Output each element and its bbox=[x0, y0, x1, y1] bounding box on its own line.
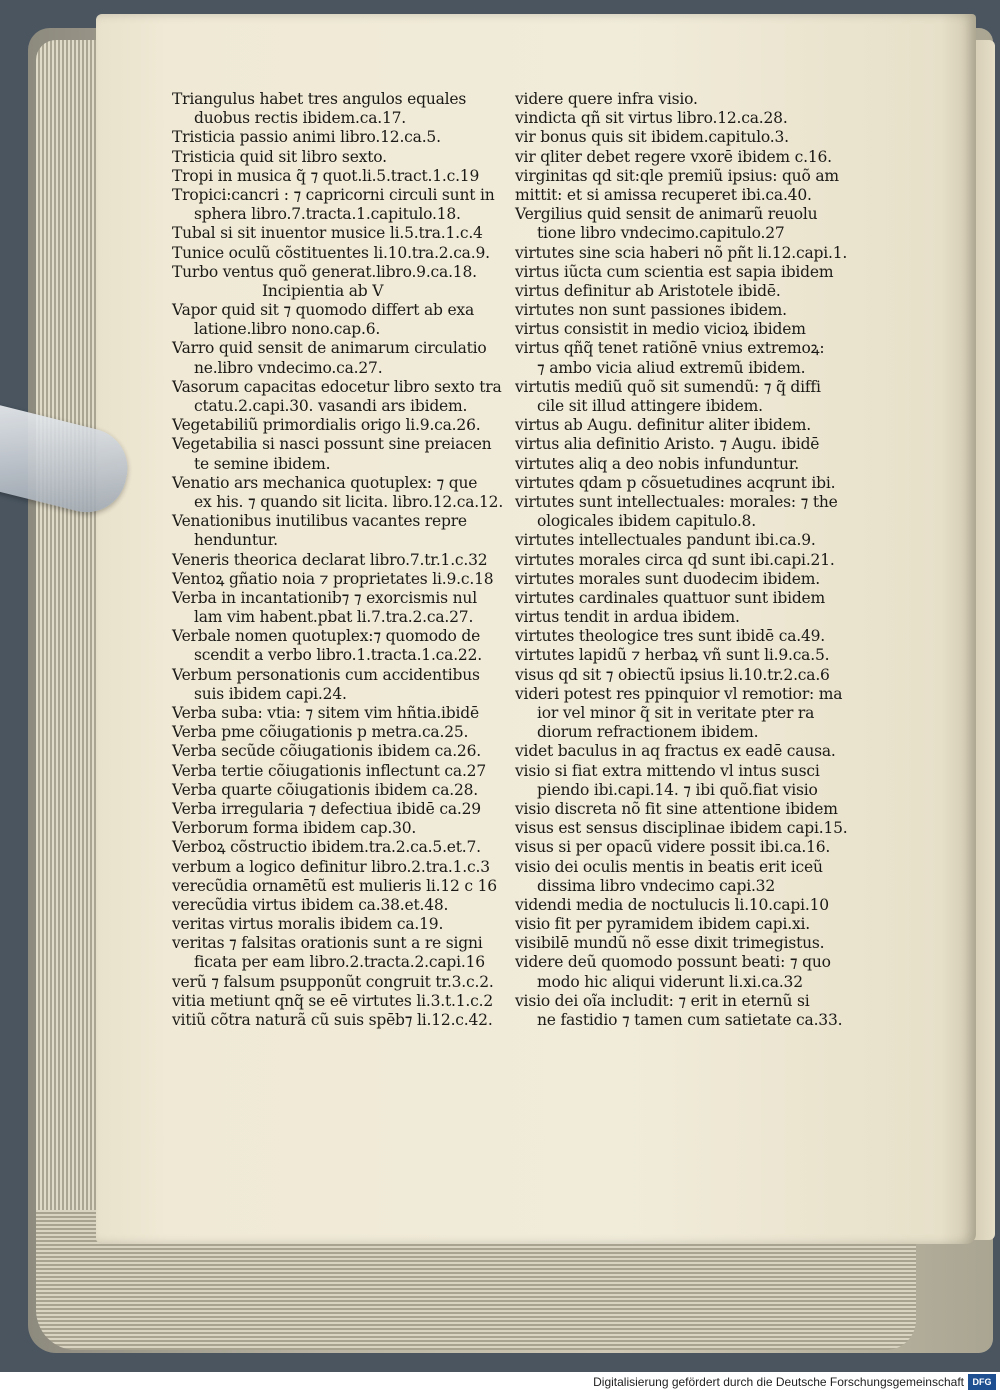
index-entry-line: Turbo ventus quõ generat.libro.9.ca.18. bbox=[172, 262, 477, 281]
index-entry-line: virtus ab Augu. definitur aliter ibidem. bbox=[515, 416, 811, 435]
footer-bar bbox=[0, 1372, 1000, 1393]
index-entry-line: virtutis mediũ quõ sit sumendũ: ⁊ q̃ diffi bbox=[515, 377, 821, 396]
index-entry-line: videndi media de noctulucis li.10.capi.10 bbox=[515, 895, 829, 914]
index-entry-line: virtutes lapidũ ⁊ herbaꝝ vñ sunt li.9.ca.5. bbox=[515, 646, 830, 665]
index-entry-line: Vasorum capacitas edocetur libro sexto tra bbox=[172, 377, 502, 396]
index-entry-line: Verba quarte cõiugationis ibidem ca.28. bbox=[172, 780, 479, 799]
index-entry-line: virtutes intellectuales pandunt ibi.ca.9. bbox=[515, 531, 816, 550]
index-entry-line: virtus consistit in medio vicioꝝ ibidem bbox=[515, 320, 806, 339]
dfg-logo: DFG bbox=[968, 1374, 996, 1390]
index-entry-line: Tunice oculũ cõstituentes li.10.tra.2.ca.9. bbox=[172, 243, 490, 262]
index-entry-line: verecũdia ornamētũ est mulieris li.12 c 16 bbox=[172, 876, 497, 895]
index-entry-line: veritas ⁊ falsitas orationis sunt a re signi bbox=[172, 934, 483, 953]
index-entry-line: virtutes sunt intellectuales: morales: ⁊ the bbox=[515, 492, 838, 511]
index-entry-line: visio dei oculis mentis in beatis erit iceũ bbox=[515, 857, 823, 876]
index-entry-line: verbum a logico definitur libro.2.tra.1.c.3 bbox=[172, 857, 490, 876]
index-entry-line: scendit a verbo libro.1.tracta.1.ca.22. bbox=[194, 646, 482, 665]
index-entry-line: verũ ⁊ falsum psupponũt congruit tr.3.c.2. bbox=[172, 972, 494, 991]
index-entry-line: videt baculus in aq fractus ex eadē causa. bbox=[515, 742, 836, 761]
index-entry-line: visio si fiat extra mittendo vl intus susci bbox=[515, 761, 820, 780]
index-entry-line: virtutes morales circa qd sunt ibi.capi.21. bbox=[515, 550, 835, 569]
index-entry-line: vitiũ cõtra naturã cũ suis spēb⁊ li.12.c.42. bbox=[172, 1011, 493, 1029]
index-entry-line: suis ibidem capi.24. bbox=[194, 684, 347, 703]
index-entry-line: Verbale nomen quotuplex:⁊ quomodo de bbox=[172, 627, 481, 646]
index-entry-line: sphera libro.7.tracta.1.capitulo.18. bbox=[194, 205, 461, 224]
index-entry-line: diorum refractionem ibidem. bbox=[537, 723, 759, 742]
index-entry-line: ctatu.2.capi.30. vasandi ars ibidem. bbox=[194, 397, 468, 415]
index-entry-line: Tristicia passio animi libro.12.ca.5. bbox=[172, 128, 441, 147]
index-entry-line: Verba irregularia ⁊ defectiua ibidē ca.29 bbox=[172, 799, 481, 818]
index-entry-line: dissima libro vndecimo capi.32 bbox=[537, 876, 775, 895]
index-entry-line: Verboꝝ cõstructio ibidem.tra.2.ca.5.et.7. bbox=[172, 838, 481, 857]
index-entry-line: virtutes qdam p cõsuetudines acqrunt ibi. bbox=[515, 473, 836, 492]
index-entry-line: Vapor quid sit ⁊ quomodo differt ab exa bbox=[172, 301, 474, 320]
index-entry-line: virtutes aliq a deo nobis infunduntur. bbox=[515, 454, 799, 473]
index-entry-line: virginitas qd sit:qle premiũ ipsius: quõ am bbox=[515, 166, 839, 185]
index-entry-line: videri potest res ppinquior vl remotior: ma bbox=[515, 684, 843, 703]
index-entry-line: virtus qñq̃ tenet ratiõnē vnius extremoꝝ: bbox=[515, 339, 825, 358]
index-column-right bbox=[515, 90, 860, 1030]
index-entry-line: Verba secũde cõiugationis ibidem ca.26. bbox=[172, 742, 481, 761]
index-entry-line: Vegetabilia si nasci possunt sine preiacen bbox=[172, 435, 492, 454]
index-entry-line: Venatio ars mechanica quotuplex: ⁊ que bbox=[172, 473, 478, 492]
index-entry-line: Vegetabiliũ primordialis origo li.9.ca.26. bbox=[172, 416, 481, 435]
index-entry-line: visibilē mundũ nõ esse dixit trimegistus. bbox=[515, 934, 825, 953]
index-entry-line: vir bonus quis sit ibidem.capitulo.3. bbox=[515, 128, 789, 147]
index-entry-line: Verba pme cõiugationis p metra.ca.25. bbox=[172, 723, 469, 742]
index-entry-line: virtutes morales sunt duodecim ibidem. bbox=[515, 569, 820, 588]
index-entry-line: tione libro vndecimo.capitulo.27 bbox=[537, 224, 785, 243]
index-entry-line: lam vim habent.pbat li.7.tra.2.ca.27. bbox=[194, 608, 474, 627]
index-entry-line: Tropi in musica q̃ ⁊ quot.li.5.tract.1.c.19 bbox=[172, 166, 480, 185]
index-entry-line: ficata per eam libro.2.tracta.2.capi.16 bbox=[194, 953, 485, 972]
index-entry-line: ior vel minor q̃ sit in veritate pter ra bbox=[537, 704, 815, 722]
index-entry-line: ⁊ ambo vicia aliud extremũ ibidem. bbox=[537, 358, 806, 377]
index-entry-line: virtutes non sunt passiones ibidem. bbox=[515, 301, 787, 320]
index-entry-line: Tristicia quid sit libro sexto. bbox=[172, 147, 387, 166]
index-entry-line: virtus alia definitio Aristo. ⁊ Augu. ibidē bbox=[515, 435, 820, 454]
index-entry-line: Veneris theorica declarat libro.7.tr.1.c.32 bbox=[172, 550, 488, 569]
index-column-left bbox=[172, 90, 512, 1030]
index-entry-line: henduntur. bbox=[194, 531, 278, 550]
index-entry-line: vitia metiunt qnq̃ se eē virtutes li.3.t.1.c.2 bbox=[172, 991, 493, 1010]
index-entry-line: ologicales ibidem capitulo.8. bbox=[537, 512, 756, 531]
index-entry-line: virtutes theologice tres sunt ibidē ca.49. bbox=[515, 627, 826, 646]
index-entry-line: videre deũ quomodo possunt beati: ⁊ quo bbox=[515, 953, 831, 972]
index-entry-line: ne.libro vndecimo.ca.27. bbox=[194, 358, 383, 377]
index-entry-line: modo hic aliqui viderunt li.xi.ca.32 bbox=[537, 972, 803, 991]
index-entry-line: ne fastidio ⁊ tamen cum satietate ca.33. bbox=[537, 1011, 843, 1029]
index-entry-line: cile sit illud attingere ibidem. bbox=[537, 397, 763, 415]
index-entry-line: piendo ibi.capi.14. ⁊ ibi quõ.fiat visio bbox=[537, 780, 818, 799]
index-entry-line: visio fit per pyramidem ibidem capi.xi. bbox=[515, 915, 810, 934]
index-entry-line: visus est sensus disciplinae ibidem capi.15. bbox=[515, 819, 848, 838]
index-entry-line: virtus iũcta cum scientia est sapia ibidem bbox=[515, 262, 834, 281]
index-entry-line: Verba suba: vtia: ⁊ sitem vim hñtia.ibidē bbox=[172, 704, 479, 722]
index-entry-line: Tropici:cancri : ⁊ capricorni circuli sunt in bbox=[172, 185, 495, 204]
index-entry-line: Verbum personationis cum accidentibus bbox=[172, 665, 480, 684]
index-entry-line: visus si per opacũ videre possit ibi.ca.16. bbox=[515, 838, 831, 857]
index-entry-line: Tubal si sit inuentor musice li.5.tra.1.c.4 bbox=[172, 224, 483, 243]
index-entry-line: vindicta qñ sit virtus libro.12.ca.28. bbox=[515, 109, 788, 128]
index-entry-line: verecũdia virtus ibidem ca.38.et.48. bbox=[172, 895, 449, 914]
index-entry-line: visio discreta nõ fit sine attentione ibidem bbox=[515, 799, 838, 818]
index-entry-line: Vergilius quid sensit de animarũ reuolu bbox=[515, 205, 818, 224]
index-entry-line: ex his. ⁊ quando sit licita. libro.12.ca.12. bbox=[194, 492, 504, 511]
index-entry-line: virtus definitur ab Aristotele ibidē. bbox=[515, 281, 781, 300]
index-entry-line: Verba in incantationib⁊ ⁊ exorcismis nul bbox=[172, 588, 477, 607]
index-entry-line: videre quere infra visio. bbox=[515, 90, 698, 108]
index-entry-line: visus qd sit ⁊ obiectũ ipsius li.10.tr.2.ca.6 bbox=[515, 665, 830, 684]
index-entry-line: visio dei oĩa includit: ⁊ erit in eternũ si bbox=[515, 991, 810, 1010]
index-entry-line: duobus rectis ibidem.ca.17. bbox=[194, 109, 407, 128]
index-entry-line: Varro quid sensit de animarum circulatio bbox=[172, 339, 487, 358]
index-entry-line: virtus tendit in ardua ibidem. bbox=[515, 608, 740, 627]
funding-credit: Digitalisierung gefördert durch die Deutsche Forschungsgemeinschaft bbox=[593, 1375, 964, 1389]
index-entry-line: veritas virtus moralis ibidem ca.19. bbox=[172, 915, 444, 934]
index-entry-line: virtutes cardinales quattuor sunt ibidem bbox=[515, 588, 826, 607]
index-entry-line: te semine ibidem. bbox=[194, 454, 331, 473]
index-entry-line: Venationibus inutilibus vacantes repre bbox=[172, 512, 467, 531]
index-entry-line: Verba tertie cõiugationis inflectunt ca.27 bbox=[172, 761, 487, 780]
index-entry-line: latione.libro nono.cap.6. bbox=[194, 320, 381, 339]
index-entry-line: Ventoꝝ gñatio noia ⁊ proprietates li.9.c.18 bbox=[172, 569, 494, 588]
index-entry-line: Incipientia ab V bbox=[262, 281, 384, 300]
index-entry-line: mittit: et si amissa recuperet ibi.ca.40. bbox=[515, 185, 812, 204]
index-entry-line: virtutes sine scia haberi nõ pñt li.12.capi.1. bbox=[515, 243, 848, 262]
index-entry-line: Triangulus habet tres angulos equales bbox=[172, 90, 467, 108]
index-entry-line: Verborum forma ibidem cap.30. bbox=[172, 819, 417, 838]
index-entry-line: vir qliter debet regere vxorē ibidem c.16. bbox=[515, 147, 832, 166]
